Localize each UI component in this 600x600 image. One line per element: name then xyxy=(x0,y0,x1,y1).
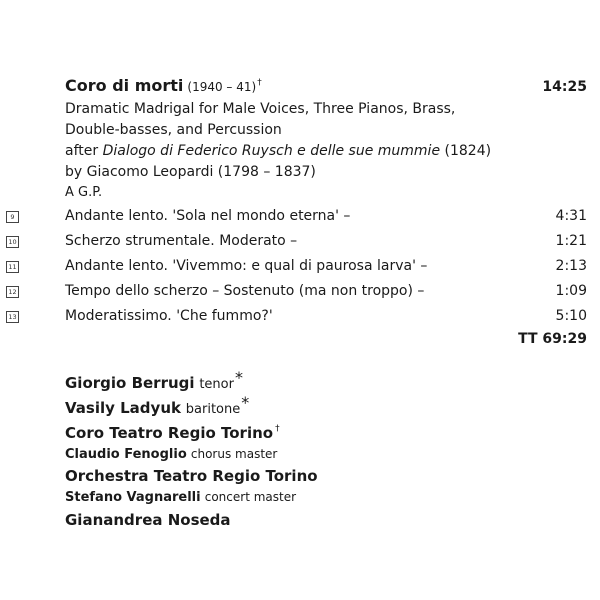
work-title xyxy=(65,76,262,95)
scoring-line-2: Double-basses, and Percussion xyxy=(65,122,282,138)
performer-line xyxy=(65,490,296,505)
source-title: Dialogo di Federico Ruysch e delle sue mummie xyxy=(102,143,441,159)
track-duration: 2:13 xyxy=(555,258,587,274)
source-year: (1824) xyxy=(440,143,492,159)
performer-name: Gianandrea Noseda xyxy=(65,511,231,529)
performer-role: tenor xyxy=(199,377,234,392)
performer-line xyxy=(65,424,280,442)
track-duration: 1:09 xyxy=(555,283,587,299)
performer-name: Orchestra Teatro Regio Torino xyxy=(65,467,318,485)
performer-line xyxy=(65,511,231,529)
performer-name: Coro Teatro Regio Torino xyxy=(65,424,274,442)
performer-role: concert master xyxy=(204,490,297,504)
track-number-box: 10 xyxy=(6,236,19,248)
work-dates: (1940 – 41) xyxy=(187,80,257,94)
track-title: Scherzo strumentale. Moderato – xyxy=(65,233,298,249)
performer-name: Giorgio Berrugi xyxy=(65,374,195,392)
performer-role: baritone xyxy=(185,402,241,417)
asterisk-mark: * xyxy=(241,393,250,412)
work-duration: 14:25 xyxy=(542,79,587,95)
performer-name: Vasily Ladyuk xyxy=(65,399,181,417)
track-duration: 1:21 xyxy=(555,233,587,249)
performer-line xyxy=(65,368,243,392)
track-title: Moderatissimo. 'Che fummo?' xyxy=(65,308,273,324)
performer-name: Claudio Fenoglio xyxy=(65,447,187,462)
performer-name: Stefano Vagnarelli xyxy=(65,490,201,505)
track-duration: 5:10 xyxy=(555,308,587,324)
scoring-line-1: Dramatic Madrigal for Male Voices, Three Pianos, Brass, xyxy=(65,101,456,117)
total-time: TT 69:29 xyxy=(518,331,587,347)
track-number-box: 13 xyxy=(6,311,19,323)
track-number-box: 11 xyxy=(6,261,19,273)
asterisk-mark: * xyxy=(234,368,243,387)
track-number-box: 12 xyxy=(6,286,19,298)
performer-line xyxy=(65,467,318,485)
dagger-mark: † xyxy=(257,78,262,88)
author-line: by Giacomo Leopardi (1798 – 1837) xyxy=(65,164,316,180)
track-title: Andante lento. 'Sola nel mondo eterna' – xyxy=(65,208,351,224)
source-prefix: after xyxy=(65,143,103,159)
track-number-box: 9 xyxy=(6,211,19,223)
performer-line xyxy=(65,447,277,462)
performer-line xyxy=(65,393,250,417)
work-title-text: Coro di morti xyxy=(65,76,184,95)
track-duration: 4:31 xyxy=(555,208,587,224)
dagger-mark: † xyxy=(275,424,280,434)
performer-role: chorus master xyxy=(190,447,278,461)
source-line xyxy=(65,143,491,159)
track-title: Andante lento. 'Vivemmo: e qual di paurosa larva' – xyxy=(65,258,428,274)
track-title: Tempo dello scherzo – Sostenuto (ma non troppo) – xyxy=(65,283,425,299)
dedication: A G.P. xyxy=(65,185,103,200)
